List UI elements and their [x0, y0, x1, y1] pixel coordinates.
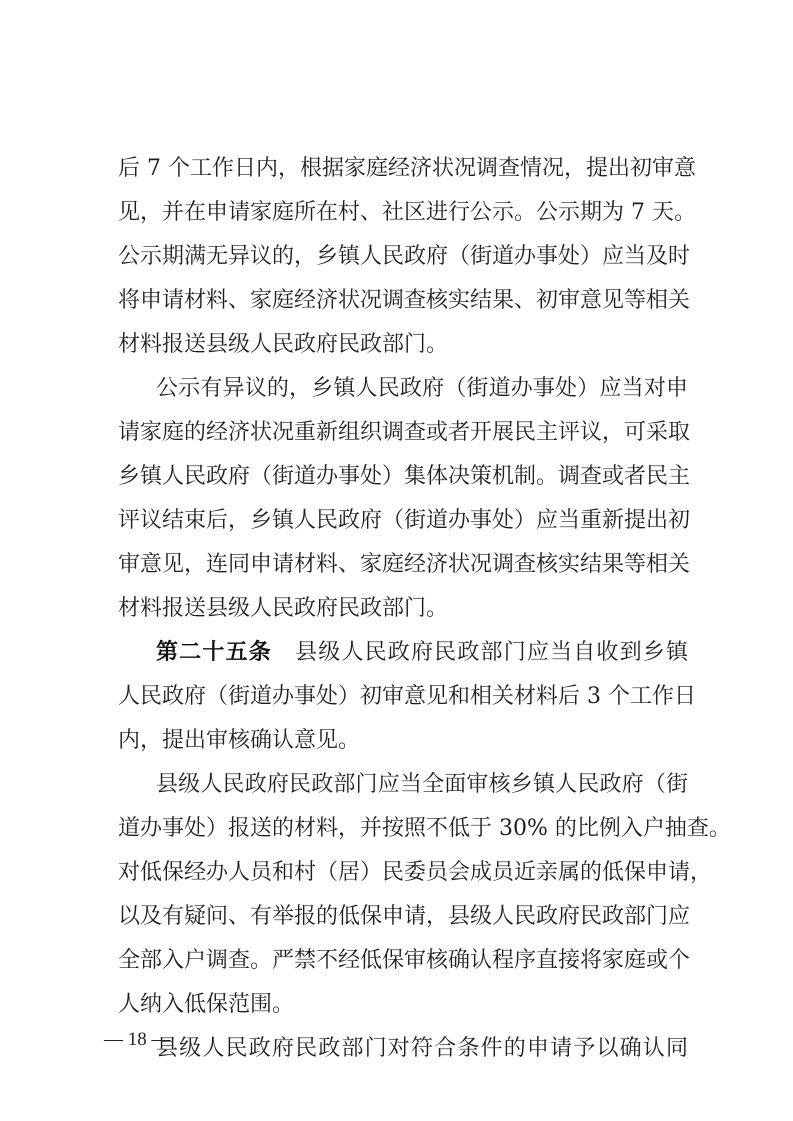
- paragraph-4-line-4: 以及有疑问、有举报的低保申请，县级人民政府民政部门应: [118, 904, 691, 929]
- page-number: — 18 —: [104, 1029, 171, 1050]
- paragraph-2-line-6: 材料报送县级人民政府民政部门。: [118, 596, 449, 621]
- article-25-line-2: 人民政府（街道办事处）初审意见和相关材料后 3 个工作日: [118, 684, 696, 709]
- paragraph-2-line-5: 审意见，连同申请材料、家庭经济状况调查核实结果等相关: [118, 552, 691, 577]
- paragraph-1-line-1: 后 7 个工作日内，根据家庭经济状况调查情况，提出初审意: [118, 156, 696, 181]
- paragraph-4-line-2: 道办事处）报送的材料，并按照不低于 30% 的比例入户抽查。: [118, 816, 731, 841]
- article-25-line-1: [156, 633, 688, 673]
- paragraph-4-line-5: 全部入户调查。严禁不经低保审核确认程序直接将家庭或个: [118, 948, 691, 973]
- paragraph-4-line-1: 县级人民政府民政部门应当全面审核乡镇人民政府（街: [156, 772, 688, 797]
- paragraph-1-line-4: 将申请材料、家庭经济状况调查核实结果、初审意见等相关: [118, 288, 691, 313]
- article-25-heading: 第二十五条: [156, 640, 272, 665]
- article-25-line-1-text: 县级人民政府民政部门应当自收到乡镇: [293, 640, 688, 665]
- paragraph-2-line-4: 评议结束后，乡镇人民政府（街道办事处）应当重新提出初: [118, 508, 691, 533]
- paragraph-2-line-3: 乡镇人民政府（街道办事处）集体决策机制。调查或者民主: [118, 464, 691, 489]
- article-25-line-3: 内，提出审核确认意见。: [118, 728, 361, 753]
- paragraph-4-line-6: 人纳入低保范围。: [118, 992, 295, 1017]
- paragraph-2-line-2: 请家庭的经济状况重新组织调查或者开展民主评议，可采取: [118, 420, 691, 445]
- paragraph-2-line-1: 公示有异议的，乡镇人民政府（街道办事处）应当对申: [156, 376, 688, 401]
- paragraph-1-line-3: 公示期满无异议的，乡镇人民政府（街道办事处）应当及时: [118, 244, 691, 269]
- paragraph-4-line-3: 对低保经办人员和村（居）民委员会成员近亲属的低保申请，: [118, 860, 713, 885]
- paragraph-1-line-2: 见，并在申请家庭所在村、社区进行公示。公示期为 7 天。: [118, 200, 696, 225]
- paragraph-5-line-1: 县级人民政府民政部门对符合条件的申请予以确认同: [156, 1036, 688, 1061]
- paragraph-1-line-5: 材料报送县级人民政府民政部门。: [118, 332, 449, 357]
